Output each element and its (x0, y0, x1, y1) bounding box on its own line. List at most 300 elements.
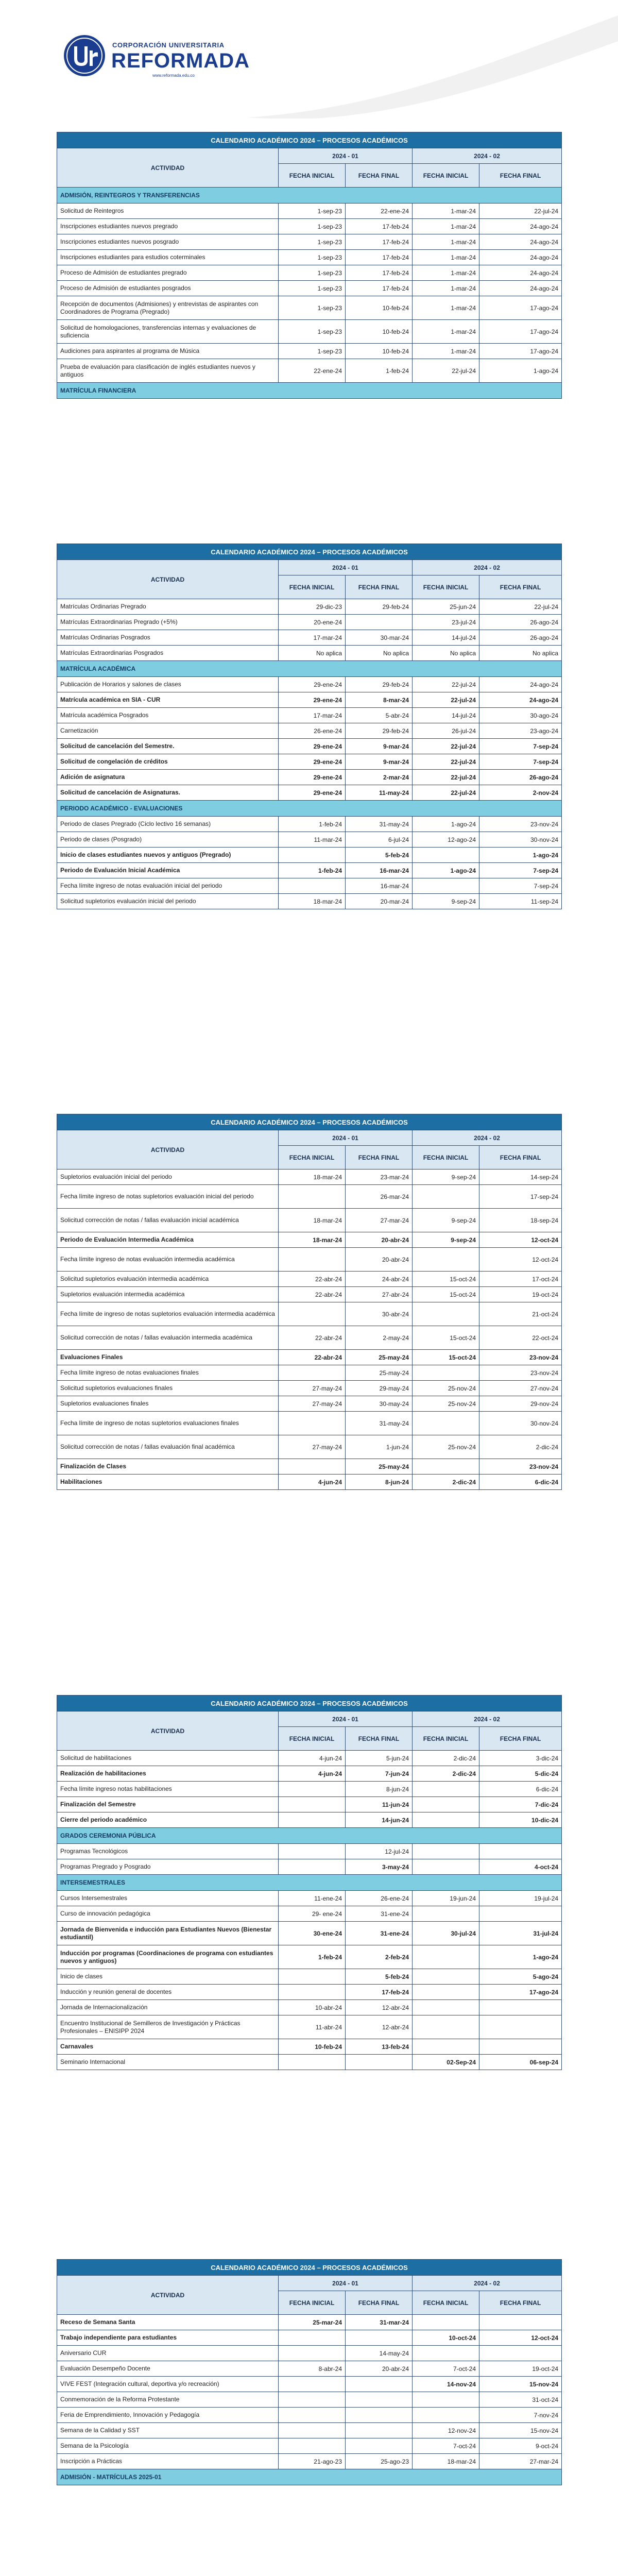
calendar-table (57, 544, 562, 909)
table-row (57, 2039, 562, 2055)
date-cell-e1: 17-feb-24 (346, 1985, 413, 2000)
date-cell-e1: 25-may-24 (346, 1350, 413, 1365)
date-cell-e1: 31-mar-24 (346, 2315, 413, 2330)
date-cell-s1: 29-ene-24 (279, 692, 346, 708)
date-cell-s1 (279, 848, 346, 863)
page-header (0, 0, 618, 118)
date-cell-s1: 22-abr-24 (279, 1350, 346, 1365)
calendar-table (57, 1695, 562, 2070)
date-cell-e2: 5-ago-24 (479, 1969, 562, 1985)
date-cell-s2: 2-dic-24 (413, 1751, 479, 1766)
date-cell-e2: 27-mar-24 (479, 2454, 562, 2469)
brand-url: www.reformada.edu.co (152, 73, 195, 78)
date-cell-s2: 23-jul-24 (413, 615, 479, 630)
date-cell-s2 (413, 2000, 479, 2015)
date-cell-s1: 11-ene-24 (279, 1891, 346, 1906)
date-cell-s2: 25-nov-24 (413, 1435, 479, 1459)
date-cell-s2: 15-oct-24 (413, 1350, 479, 1365)
table-row (57, 630, 562, 646)
date-cell-s2 (413, 1782, 479, 1797)
date-cell-e1: 10-feb-24 (346, 344, 413, 359)
date-cell-s1: 26-ene-24 (279, 723, 346, 739)
date-cell-e2: 31-oct-24 (479, 2392, 562, 2408)
activity-cell: Matrículas Extraordinarias Posgrados (57, 646, 279, 661)
date-cell-e2: 10-dic-24 (479, 1812, 562, 1828)
date-cell-e1: 12-abr-24 (346, 2000, 413, 2015)
date-cell-s1: 8-abr-24 (279, 2361, 346, 2377)
activity-cell: Proceso de Admisión de estudiantes posgrados (57, 281, 279, 296)
table-row (57, 1766, 562, 1782)
activity-cell: Solicitud de cancelación del Semestre. (57, 739, 279, 754)
col-header-start-2: FECHA INICIAL (413, 1146, 479, 1170)
date-cell-s1: 18-mar-24 (279, 1232, 346, 1248)
date-cell-e1: 31-may-24 (346, 817, 413, 832)
date-cell-e1: 17-feb-24 (346, 281, 413, 296)
table-row (57, 692, 562, 708)
col-header-end-2: FECHA FINAL (479, 1146, 562, 1170)
activity-cell: Inducción y reunión general de docentes (57, 1985, 279, 2000)
date-cell-e1: 26-mar-24 (346, 1185, 413, 1209)
date-cell-s1: 29-dic-23 (279, 599, 346, 615)
date-cell-e1: 17-feb-24 (346, 250, 413, 265)
date-cell-e1: 10-feb-24 (346, 320, 413, 344)
table-row (57, 250, 562, 265)
date-cell-s2 (413, 1248, 479, 1272)
date-cell-e2: 7-sep-24 (479, 739, 562, 754)
activity-cell: Feria de Emprendimiento, Innovación y Pedagogía (57, 2408, 279, 2423)
date-cell-s1: 29-ene-24 (279, 754, 346, 770)
activity-cell: Fecha límite de ingreso de notas supletorios evaluación intermedia académica (57, 1302, 279, 1326)
date-cell-s1: 18-mar-24 (279, 1209, 346, 1232)
date-cell-e2: 2-nov-24 (479, 785, 562, 801)
activity-cell: Solicitud supletorios evaluaciones finales (57, 1381, 279, 1396)
table-row (57, 677, 562, 692)
activity-cell: Cursos Intersemestrales (57, 1891, 279, 1906)
date-cell-s2: 1-mar-24 (413, 281, 479, 296)
date-cell-s1: 1-sep-23 (279, 265, 346, 281)
date-cell-s2: 2-dic-24 (413, 1475, 479, 1490)
date-cell-s1 (279, 1782, 346, 1797)
date-cell-e2: 9-oct-24 (479, 2438, 562, 2454)
date-cell-e2 (479, 2015, 562, 2039)
date-cell-s1: 29-ene-24 (279, 677, 346, 692)
table-row (57, 1922, 562, 1945)
activity-cell: Jornada de Internacionalización (57, 2000, 279, 2015)
table-row (57, 894, 562, 909)
date-cell-e1: 25-ago-23 (346, 2454, 413, 2469)
calendar-title: CALENDARIO ACADÉMICO 2024 – PROCESOS ACADÉMICOS (57, 132, 562, 148)
date-cell-e1: 17-feb-24 (346, 234, 413, 250)
activity-cell: Conmemoración de la Reforma Protestante (57, 2392, 279, 2408)
table-row (57, 832, 562, 848)
date-cell-e1 (346, 2438, 413, 2454)
date-cell-s2 (413, 1797, 479, 1812)
date-cell-e2: 30-ago-24 (479, 708, 562, 723)
activity-cell: Solicitud de cancelación de Asignaturas. (57, 785, 279, 801)
date-cell-s2: 18-mar-24 (413, 2454, 479, 2469)
date-cell-e2: 2-dic-24 (479, 1435, 562, 1459)
table-row (57, 1350, 562, 1365)
date-cell-s2 (413, 1812, 479, 1828)
activity-cell: Aniversario CUR (57, 2346, 279, 2361)
calendar-title: CALENDARIO ACADÉMICO 2024 – PROCESOS ACADÉMICOS (57, 544, 562, 560)
date-cell-s2: 15-oct-24 (413, 1272, 479, 1287)
date-cell-s2: 9-sep-24 (413, 1209, 479, 1232)
table-row (57, 1751, 562, 1766)
date-cell-e2: 17-sep-24 (479, 1185, 562, 1209)
date-cell-s1: 22-abr-24 (279, 1287, 346, 1302)
date-cell-s1: 1-sep-23 (279, 320, 346, 344)
date-cell-s1: 4-jun-24 (279, 1751, 346, 1766)
col-header-period-1: 2024 - 01 (279, 560, 413, 575)
col-header-activity: ACTIVIDAD (57, 2276, 279, 2315)
date-cell-e2: 6-dic-24 (479, 1475, 562, 1490)
date-cell-s1: 22-abr-24 (279, 1272, 346, 1287)
activity-cell: Evaluación Desempeño Docente (57, 2361, 279, 2377)
date-cell-s2 (413, 2039, 479, 2055)
col-header-period-2: 2024 - 02 (413, 560, 562, 575)
activity-cell: Solicitud de habilitaciones (57, 1751, 279, 1766)
date-cell-e1: 26-ene-24 (346, 1891, 413, 1906)
date-cell-e1 (346, 2423, 413, 2438)
date-cell-s1 (279, 1844, 346, 1859)
date-cell-s2: 22-jul-24 (413, 770, 479, 785)
date-cell-s1 (279, 2392, 346, 2408)
date-cell-e1: 2-mar-24 (346, 770, 413, 785)
table-row (57, 2377, 562, 2392)
activity-cell: Solicitud supletorios evaluación intermedia académica (57, 1272, 279, 1287)
col-header-period-1: 2024 - 01 (279, 148, 413, 164)
date-cell-s2 (413, 1365, 479, 1381)
date-cell-e1: 22-ene-24 (346, 204, 413, 219)
activity-cell: Solicitud supletorios evaluación inicial del periodo (57, 894, 279, 909)
table-row (57, 863, 562, 878)
date-cell-s1: 1-sep-23 (279, 204, 346, 219)
date-cell-s1: No aplica (279, 646, 346, 661)
date-cell-e1: 6-jul-24 (346, 832, 413, 848)
date-cell-e1: 31-may-24 (346, 1412, 413, 1435)
activity-cell: Receso de Semana Santa (57, 2315, 279, 2330)
date-cell-s1 (279, 1185, 346, 1209)
date-cell-e1: 29-feb-24 (346, 723, 413, 739)
date-cell-s1: 1-sep-23 (279, 219, 346, 234)
date-cell-e2 (479, 2346, 562, 2361)
col-header-start-2: FECHA INICIAL (413, 164, 479, 188)
date-cell-s2: 1-mar-24 (413, 296, 479, 320)
date-cell-s1: 1-sep-23 (279, 281, 346, 296)
date-cell-s2 (413, 1185, 479, 1209)
date-cell-e2: 7-nov-24 (479, 2408, 562, 2423)
date-cell-e1: 13-feb-24 (346, 2039, 413, 2055)
date-cell-e2: 17-ago-24 (479, 296, 562, 320)
section-header: ADMISIÓN - MATRÍCULAS 2025-01 (57, 2469, 562, 2485)
date-cell-e1: 8-jun-24 (346, 1782, 413, 1797)
table-row (57, 219, 562, 234)
date-cell-e1 (346, 2408, 413, 2423)
date-cell-e1: 2-feb-24 (346, 1945, 413, 1969)
activity-cell: Inicio de clases estudiantes nuevos y antiguos (Pregrado) (57, 848, 279, 863)
activity-cell: Finalización de Clases (57, 1459, 279, 1475)
date-cell-s2 (413, 2392, 479, 2408)
col-header-end-2: FECHA FINAL (479, 575, 562, 599)
date-cell-e1: 17-feb-24 (346, 265, 413, 281)
date-cell-s2: 1-mar-24 (413, 344, 479, 359)
date-cell-e1: 25-may-24 (346, 1459, 413, 1475)
date-cell-s2: 9-sep-24 (413, 1232, 479, 1248)
date-cell-e1: 25-may-24 (346, 1365, 413, 1381)
table-row (57, 785, 562, 801)
col-header-end-1: FECHA FINAL (346, 2291, 413, 2315)
date-cell-e1: 29-feb-24 (346, 599, 413, 615)
date-cell-s1: 20-ene-24 (279, 615, 346, 630)
brand-logo[interactable] (61, 32, 250, 83)
date-cell-e2: 29-nov-24 (479, 1396, 562, 1412)
date-cell-e2: 4-oct-24 (479, 1859, 562, 1875)
table-row (57, 1412, 562, 1435)
date-cell-e2: 1-ago-24 (479, 359, 562, 383)
date-cell-e2: 21-oct-24 (479, 1302, 562, 1326)
activity-cell: Adición de asignatura (57, 770, 279, 785)
date-cell-e2: 1-ago-24 (479, 848, 562, 863)
date-cell-e1: 12-jul-24 (346, 1844, 413, 1859)
activity-cell: Carnetización (57, 723, 279, 739)
date-cell-s2 (413, 1859, 479, 1875)
date-cell-e2: 14-sep-24 (479, 1170, 562, 1185)
table-row (57, 2346, 562, 2361)
date-cell-s1: 11-mar-24 (279, 832, 346, 848)
date-cell-s1 (279, 1365, 346, 1381)
activity-cell: Evaluaciones Finales (57, 1350, 279, 1365)
date-cell-e1: 8-mar-24 (346, 692, 413, 708)
date-cell-e1: 31-ene-24 (346, 1922, 413, 1945)
date-cell-e2: 19-oct-24 (479, 2361, 562, 2377)
date-cell-s1 (279, 1859, 346, 1875)
activity-cell: Publicación de Horarios y salones de clases (57, 677, 279, 692)
date-cell-e1: 14-may-24 (346, 2346, 413, 2361)
date-cell-e2: 30-nov-24 (479, 832, 562, 848)
table-row (57, 1859, 562, 1875)
date-cell-s1 (279, 1985, 346, 2000)
date-cell-e2: 23-nov-24 (479, 1350, 562, 1365)
date-cell-s2: 15-oct-24 (413, 1326, 479, 1350)
date-cell-s2 (413, 1302, 479, 1326)
col-header-end-1: FECHA FINAL (346, 164, 413, 188)
date-cell-e2: 27-nov-24 (479, 1381, 562, 1396)
date-cell-e2 (479, 2039, 562, 2055)
date-cell-s1: 27-may-24 (279, 1381, 346, 1396)
date-cell-e1: 5-feb-24 (346, 848, 413, 863)
table-row (57, 296, 562, 320)
brand-name: REFORMADA (111, 49, 250, 72)
date-cell-s1: 29-ene-24 (279, 739, 346, 754)
date-cell-e1: 12-abr-24 (346, 2015, 413, 2039)
activity-cell: Realización de habilitaciones (57, 1766, 279, 1782)
date-cell-e1: 30-mar-24 (346, 630, 413, 646)
date-cell-s2: 9-sep-24 (413, 1170, 479, 1185)
table-row (57, 320, 562, 344)
date-cell-s1 (279, 2377, 346, 2392)
activity-cell: Inscripciones estudiantes nuevos posgrado (57, 234, 279, 250)
date-cell-s1: 22-abr-24 (279, 1326, 346, 1350)
date-cell-s2: 1-mar-24 (413, 250, 479, 265)
date-cell-e1 (346, 615, 413, 630)
col-header-end-2: FECHA FINAL (479, 2291, 562, 2315)
date-cell-e2: 19-jul-24 (479, 1891, 562, 1906)
table-row (57, 708, 562, 723)
date-cell-s2: 26-jul-24 (413, 723, 479, 739)
date-cell-s1: 1-feb-24 (279, 817, 346, 832)
date-cell-e1: 29-may-24 (346, 1381, 413, 1396)
date-cell-s2: 9-sep-24 (413, 894, 479, 909)
date-cell-e2: 24-ago-24 (479, 265, 562, 281)
date-cell-e1: 5-feb-24 (346, 1969, 413, 1985)
table-row (57, 2438, 562, 2454)
activity-cell: Matrículas Extraordinarias Pregrado (+5%) (57, 615, 279, 630)
col-header-start-1: FECHA INICIAL (279, 2291, 346, 2315)
date-cell-s1: 17-mar-24 (279, 708, 346, 723)
date-cell-e1: 20-mar-24 (346, 894, 413, 909)
activity-cell: Fecha límite ingreso de notas evaluación intermedia académica (57, 1248, 279, 1272)
date-cell-e1: 29-feb-24 (346, 677, 413, 692)
activity-cell: Solicitud corrección de notas / fallas evaluación intermedia académica (57, 1326, 279, 1350)
activity-cell: Matrícula académica en SIA - CUR (57, 692, 279, 708)
date-cell-e2 (479, 1844, 562, 1859)
date-cell-e2: 24-ago-24 (479, 250, 562, 265)
col-header-end-1: FECHA FINAL (346, 1146, 413, 1170)
activity-cell: Programas Tecnológicos (57, 1844, 279, 1859)
activity-cell: Semana de la Calidad y SST (57, 2423, 279, 2438)
date-cell-e2: 17-ago-24 (479, 320, 562, 344)
section-header: GRADOS CEREMONIA PÚBLICA (57, 1828, 562, 1844)
date-cell-s2: 22-jul-24 (413, 692, 479, 708)
date-cell-e1: 2-may-24 (346, 1326, 413, 1350)
table-row (57, 1209, 562, 1232)
activity-cell: Supletorios evaluación inicial del periodo (57, 1170, 279, 1185)
date-cell-s2: 7-oct-24 (413, 2438, 479, 2454)
col-header-period-1: 2024 - 01 (279, 1711, 413, 1727)
activity-cell: Solicitud de Reintegros (57, 204, 279, 219)
date-cell-e2: No aplica (479, 646, 562, 661)
col-header-activity: ACTIVIDAD (57, 148, 279, 188)
date-cell-e2: 23-nov-24 (479, 1365, 562, 1381)
date-cell-s1: 21-ago-23 (279, 2454, 346, 2469)
date-cell-e1: 24-abr-24 (346, 1272, 413, 1287)
table-row (57, 344, 562, 359)
activity-cell: Solicitud de congelación de créditos (57, 754, 279, 770)
date-cell-e2: 1-ago-24 (479, 1945, 562, 1969)
date-cell-s1: 10-feb-24 (279, 2039, 346, 2055)
date-cell-e1: 20-abr-24 (346, 2361, 413, 2377)
calendar-title: CALENDARIO ACADÉMICO 2024 – PROCESOS ACADÉMICOS (57, 1696, 562, 1711)
date-cell-s2 (413, 1985, 479, 2000)
date-cell-s2 (413, 2346, 479, 2361)
col-header-activity: ACTIVIDAD (57, 560, 279, 599)
date-cell-s2: 7-oct-24 (413, 2361, 479, 2377)
activity-cell: Habilitaciones (57, 1475, 279, 1490)
table-row (57, 1891, 562, 1906)
activity-cell: Jornada de Bienvenida e inducción para Estudiantes Nuevos (Bienestar estudiantil) (57, 1922, 279, 1945)
table-row (57, 2408, 562, 2423)
section-header: MATRÍCULA ACADÉMICA (57, 661, 562, 677)
date-cell-s1: 29-ene-24 (279, 770, 346, 785)
activity-cell: Prueba de evaluación para clasificación de inglés estudiantes nuevos y antiguos (57, 359, 279, 383)
date-cell-s2: 25-nov-24 (413, 1396, 479, 1412)
table-row (57, 1797, 562, 1812)
date-cell-e1: 3-may-24 (346, 1859, 413, 1875)
date-cell-e1: 5-abr-24 (346, 708, 413, 723)
table-row (57, 1185, 562, 1209)
date-cell-e2: 7-sep-24 (479, 754, 562, 770)
date-cell-e1 (346, 2330, 413, 2346)
table-row (57, 1272, 562, 1287)
date-cell-e1: 5-jun-24 (346, 1751, 413, 1766)
activity-cell: Finalización del Semestre (57, 1797, 279, 1812)
date-cell-s2 (413, 2315, 479, 2330)
col-header-start-2: FECHA INICIAL (413, 575, 479, 599)
table-row (57, 359, 562, 383)
date-cell-e1: 1-feb-24 (346, 359, 413, 383)
table-row (57, 1381, 562, 1396)
date-cell-s1: 17-mar-24 (279, 630, 346, 646)
activity-cell: Encuentro Institucional de Semilleros de Investigación y Prácticas Profesionales – ENISIPP 2024 (57, 2015, 279, 2039)
activity-cell: Audiciones para aspirantes al programa de Música (57, 344, 279, 359)
date-cell-s2: 1-ago-24 (413, 817, 479, 832)
table-row (57, 2000, 562, 2015)
date-cell-e2: 7-sep-24 (479, 863, 562, 878)
date-cell-s2 (413, 2408, 479, 2423)
table-row (57, 1248, 562, 1272)
date-cell-e1: 31-ene-24 (346, 1906, 413, 1922)
date-cell-s2: 12-ago-24 (413, 832, 479, 848)
date-cell-e1: 10-feb-24 (346, 296, 413, 320)
calendar-table (57, 132, 562, 399)
col-header-start-1: FECHA INICIAL (279, 164, 346, 188)
date-cell-e1: 16-mar-24 (346, 863, 413, 878)
col-header-period-1: 2024 - 01 (279, 1130, 413, 1146)
date-cell-s2: 15-oct-24 (413, 1287, 479, 1302)
activity-cell: Solicitud corrección de notas / fallas evaluación inicial académica (57, 1209, 279, 1232)
activity-cell: Periodo de clases (Posgrado) (57, 832, 279, 848)
table-row (57, 2015, 562, 2039)
table-row (57, 2330, 562, 2346)
date-cell-s2: 22-jul-24 (413, 359, 479, 383)
date-cell-e2: 6-dic-24 (479, 1782, 562, 1797)
date-cell-s1 (279, 1412, 346, 1435)
activity-cell: Inscripción a Prácticas (57, 2454, 279, 2469)
date-cell-e2: 23-nov-24 (479, 1459, 562, 1475)
activity-cell: Solicitud corrección de notas / fallas evaluación final académica (57, 1435, 279, 1459)
date-cell-s2 (413, 1459, 479, 1475)
date-cell-s1 (279, 878, 346, 894)
date-cell-e2: 06-sep-24 (479, 2055, 562, 2070)
table-row (57, 1475, 562, 1490)
col-header-period-1: 2024 - 01 (279, 2276, 413, 2291)
date-cell-e2: 22-oct-24 (479, 1326, 562, 1350)
table-row (57, 770, 562, 785)
activity-cell: Semana de la Psicología (57, 2438, 279, 2454)
section-header: INTERSEMESTRALES (57, 1875, 562, 1891)
date-cell-s1: 1-sep-23 (279, 344, 346, 359)
date-cell-e2: 7-dic-24 (479, 1797, 562, 1812)
date-cell-s2: 25-jun-24 (413, 599, 479, 615)
date-cell-s1 (279, 1459, 346, 1475)
date-cell-e1: 7-jun-24 (346, 1766, 413, 1782)
date-cell-s2: 1-mar-24 (413, 320, 479, 344)
date-cell-s1: 4-jun-24 (279, 1766, 346, 1782)
date-cell-e2: 23-nov-24 (479, 817, 562, 832)
table-row (57, 1396, 562, 1412)
calendar-table (57, 1114, 562, 1490)
